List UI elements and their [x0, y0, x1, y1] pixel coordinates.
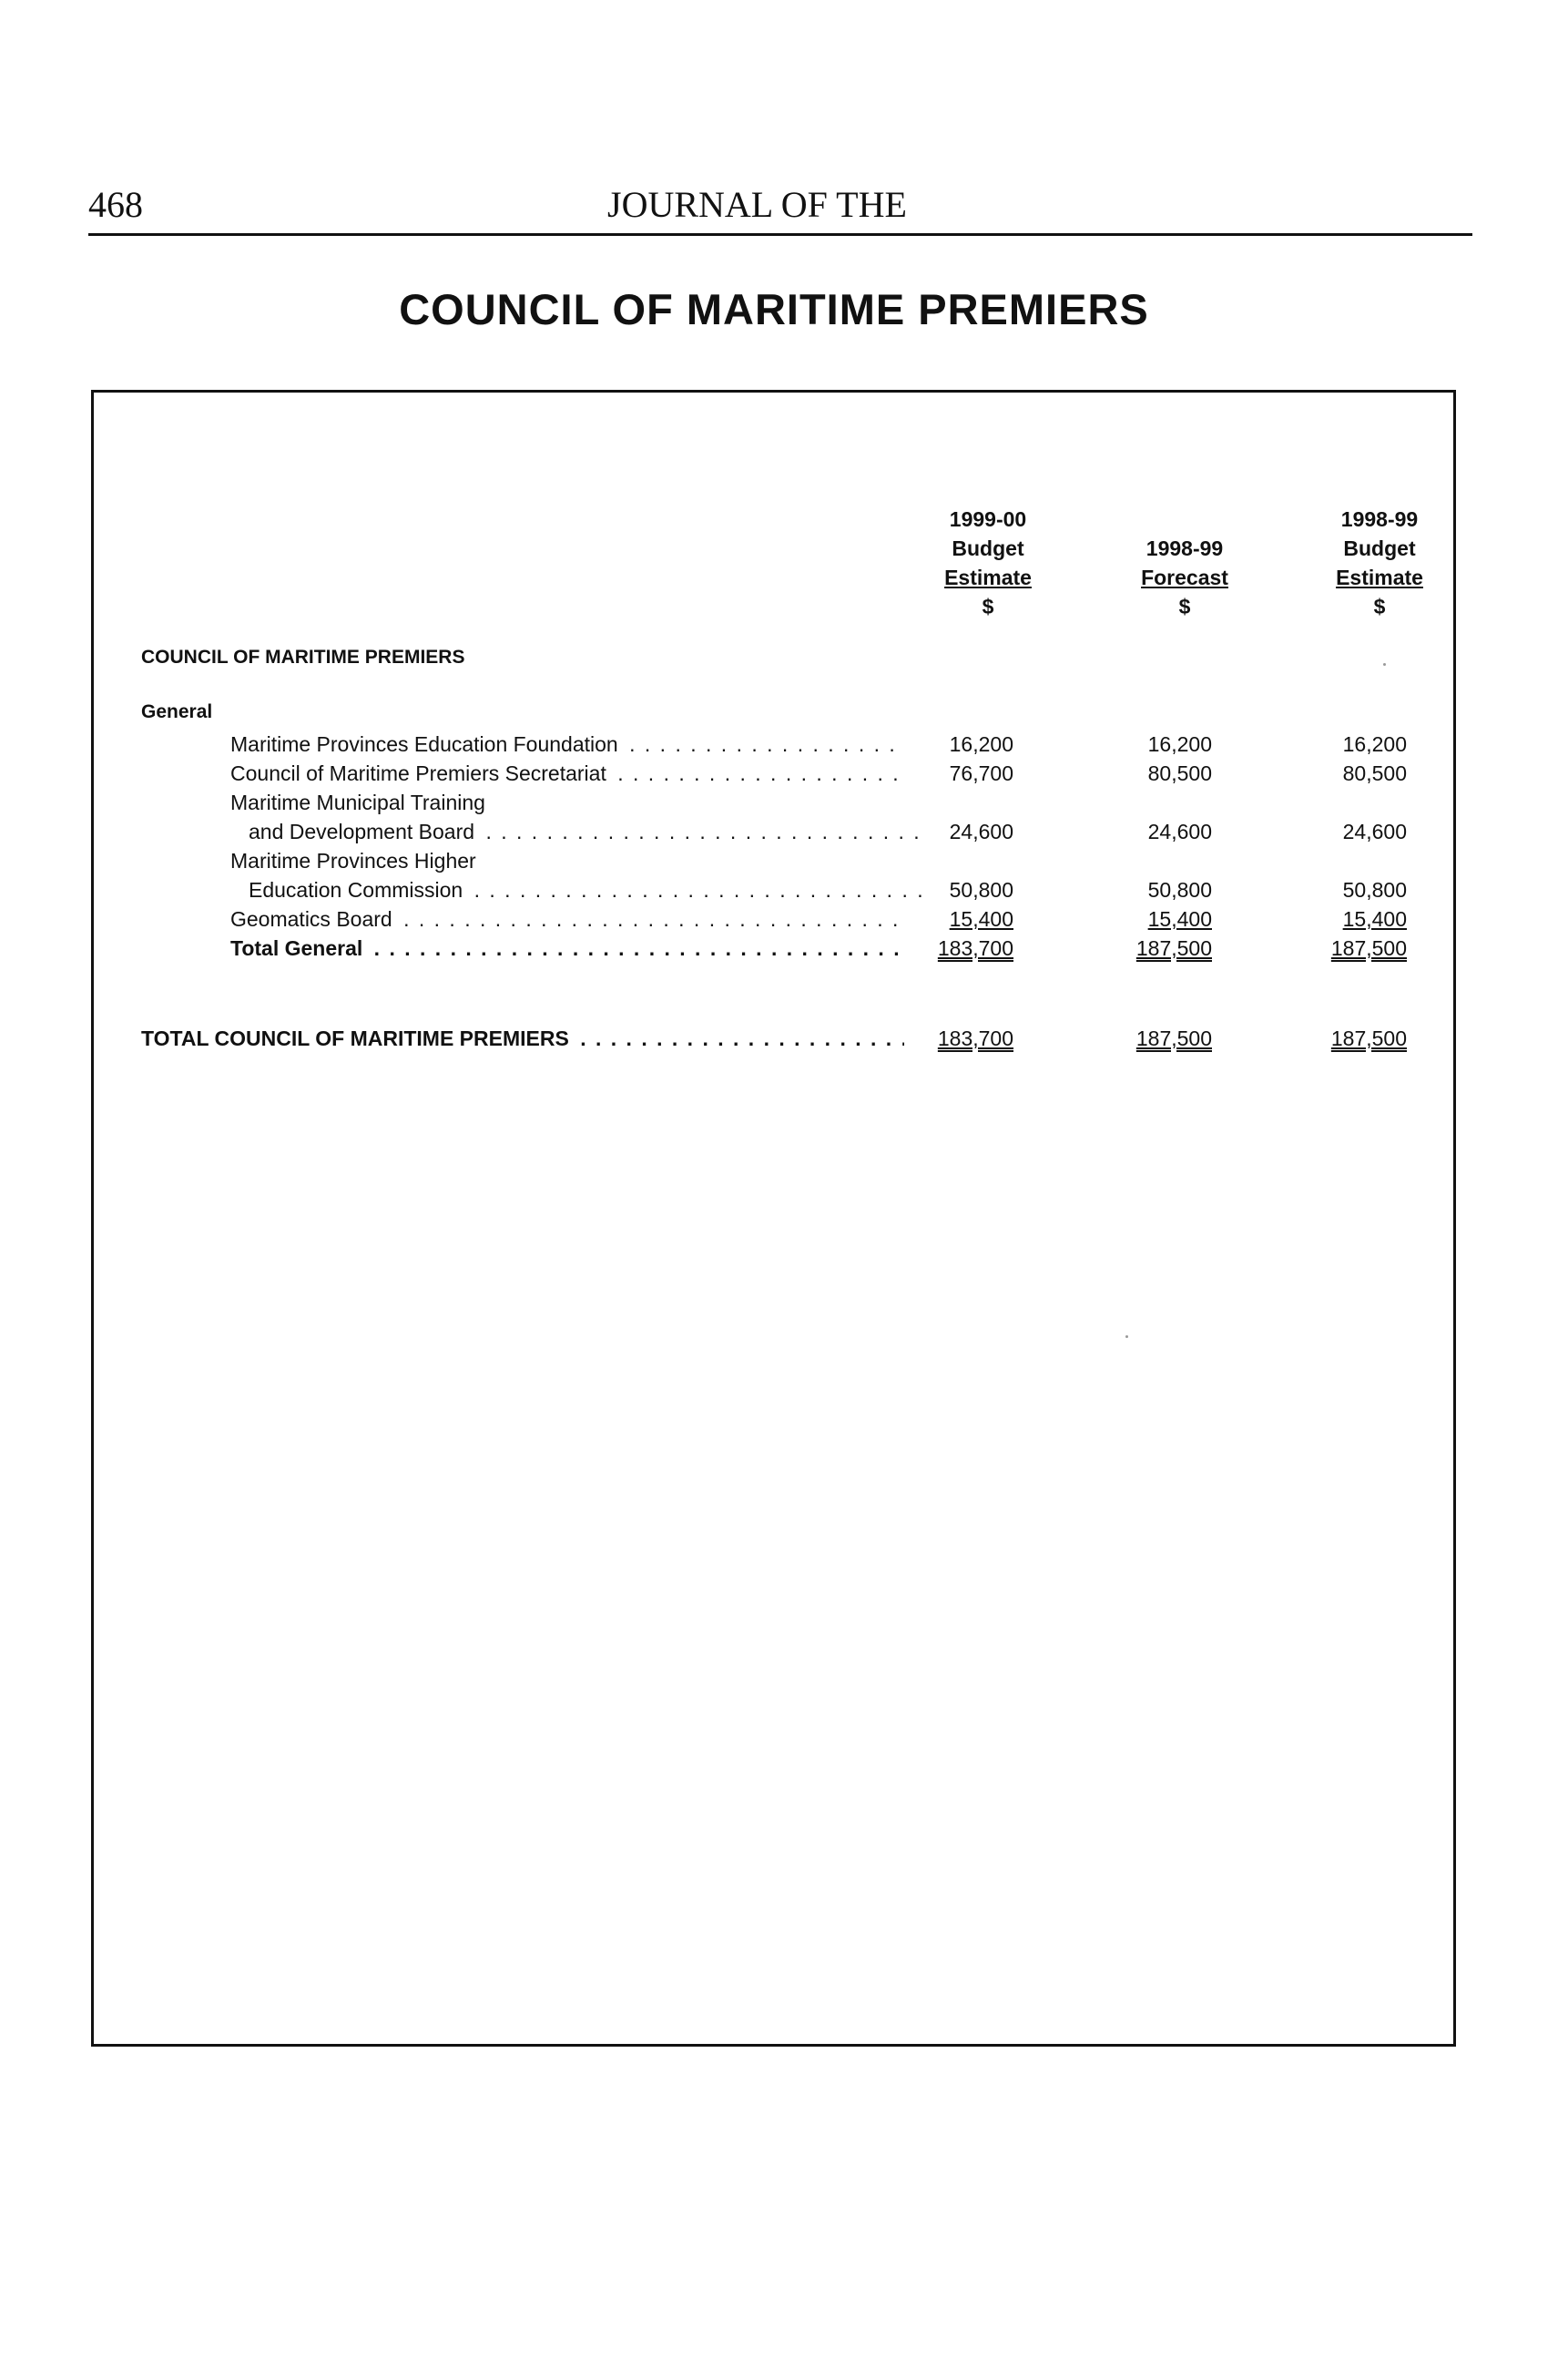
column-header-line: 1998-99	[1340, 507, 1419, 531]
value-1998-99-budget: 187,500	[1330, 1027, 1407, 1050]
section-title: COUNCIL OF MARITIME PREMIERS	[141, 647, 465, 668]
column-header-line	[1094, 505, 1276, 534]
row-label: Education Commission . . .	[249, 875, 922, 904]
column-header-unit: $	[1373, 595, 1386, 618]
page-title: COUNCIL OF MARITIME PREMIERS	[399, 285, 1149, 333]
column-header-line: 1998-99	[1145, 536, 1224, 560]
value-1998-99-budget: 50,800	[1342, 878, 1407, 902]
table-row	[94, 730, 1453, 759]
row-label: Maritime Municipal Training	[230, 788, 904, 817]
row-label: Total General . . .	[230, 934, 904, 963]
value-1998-99-forecast: 187,500	[1135, 1027, 1212, 1050]
table-row	[94, 817, 1453, 846]
value-1998-99-forecast: 80,500	[1147, 761, 1212, 785]
value-1999-00-budget: 183,700	[937, 1027, 1013, 1050]
value-1998-99-budget: 16,200	[1342, 732, 1407, 756]
column-header-1	[897, 505, 1079, 621]
row-label: Maritime Provinces Education Foundation . . .	[230, 730, 904, 759]
row-label: Council of Maritime Premiers Secretariat . . .	[230, 759, 904, 788]
grand-total-row	[94, 1024, 1453, 1053]
value-1999-00-budget: 183,700	[937, 936, 1013, 960]
column-header-line: Forecast	[1141, 566, 1228, 589]
column-header-3	[1288, 505, 1471, 621]
running-head	[88, 179, 1472, 236]
column-header-line: 1999-00	[949, 507, 1027, 531]
table-row	[94, 788, 1453, 817]
value-1998-99-forecast: 50,800	[1147, 878, 1212, 902]
value-1999-00-budget: 24,600	[949, 820, 1013, 843]
column-header-2	[1094, 505, 1276, 621]
journal-title: JOURNAL OF THE	[607, 184, 907, 225]
column-header-line: Budget	[952, 536, 1024, 560]
value-1999-00-budget: 50,800	[949, 878, 1013, 902]
value-1998-99-budget: 80,500	[1342, 761, 1407, 785]
column-header-unit: $	[982, 595, 994, 618]
value-1998-99-budget: 15,400	[1342, 907, 1407, 931]
column-header-line: Estimate	[944, 566, 1032, 589]
column-header-line: Estimate	[1336, 566, 1423, 589]
table-row	[94, 875, 1453, 904]
value-1998-99-forecast: 16,200	[1147, 732, 1212, 756]
value-1998-99-budget: 187,500	[1330, 936, 1407, 960]
row-label: Maritime Provinces Higher	[230, 846, 904, 875]
scan-speck	[1125, 1335, 1128, 1338]
group-title: General	[141, 701, 213, 722]
column-header-unit: $	[1178, 595, 1191, 618]
value-1999-00-budget: 16,200	[949, 732, 1013, 756]
table-row	[94, 846, 1453, 875]
value-1998-99-forecast: 24,600	[1147, 820, 1212, 843]
table-row	[94, 904, 1453, 934]
row-label: Geomatics Board . . .	[230, 904, 904, 934]
value-1998-99-forecast: 15,400	[1147, 907, 1212, 931]
value-1998-99-forecast: 187,500	[1135, 936, 1212, 960]
value-1999-00-budget: 15,400	[949, 907, 1013, 931]
table-row	[94, 759, 1453, 788]
row-label: and Development Board . . .	[249, 817, 922, 846]
column-header-line: Budget	[1343, 536, 1416, 560]
estimates-table	[91, 390, 1456, 2047]
scan-speck	[1383, 663, 1386, 666]
page-number: 468	[88, 184, 143, 225]
subtotal-row	[94, 934, 1453, 963]
value-1999-00-budget: 76,700	[949, 761, 1013, 785]
row-label: TOTAL COUNCIL OF MARITIME PREMIERS . . .	[141, 1024, 904, 1053]
value-1998-99-budget: 24,600	[1342, 820, 1407, 843]
